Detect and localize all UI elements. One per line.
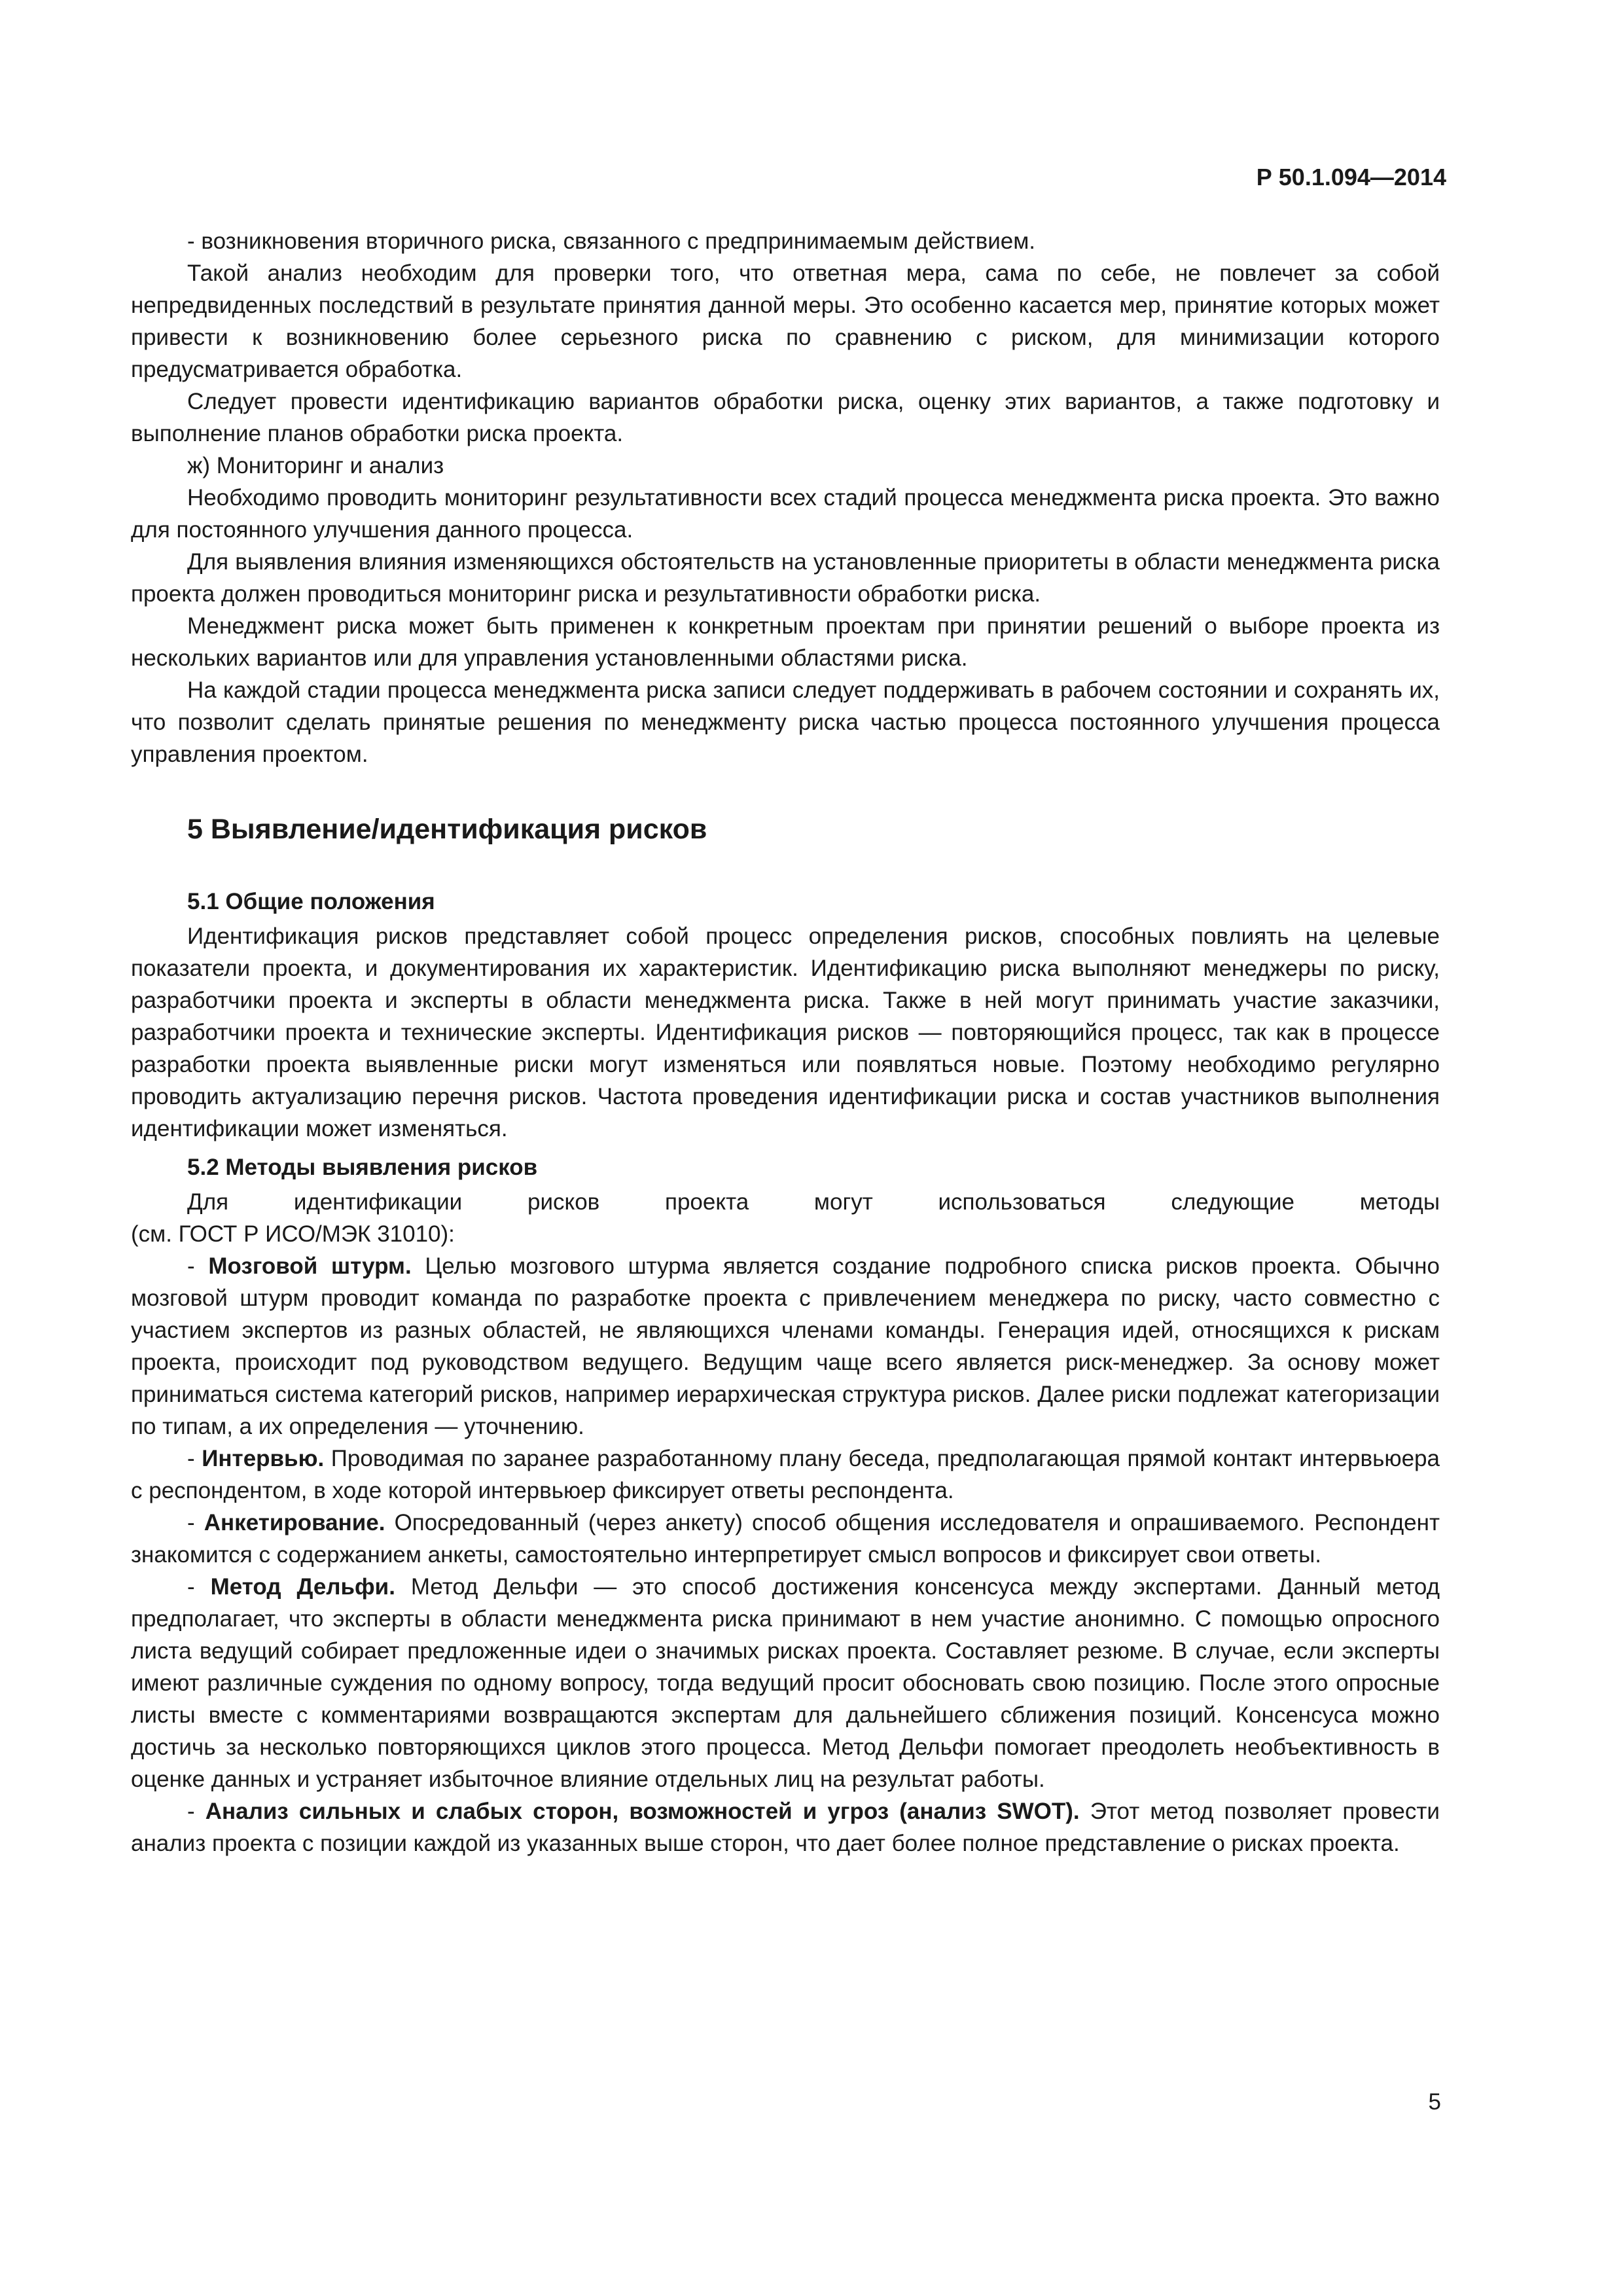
paragraph: Для выявления влияния изменяющихся обстоятельств на установленные приоритеты в области менеджмента риска проекта должен проводиться мониторинг риска и результативности обработки риска. xyxy=(131,549,1440,607)
paragraph: Следует провести идентификацию вариантов обработки риска, оценку этих вариантов, а также подготовку и выполнение планов обработки риска проекта. xyxy=(131,389,1440,446)
method-item: - Метод Дельфи. Метод Дельфи — это способ достижения консенсуса между экспертами. Данный метод предполагает, что эксперты в области менеджмента риска принимают в нем участие анонимно. С помощью опросного листа ведущий собирает предложенные идеи о значимых рисках проекта. Составляет резюме. В случае, если эксперты имеют различные суждения по одному вопросу, тогда ведущий просит обосновать свою позицию. После этого опросные листы вместе с комментариями возвращаются экспертам для дальнейшего сближения позиций. Консенсуса можно достичь за несколько повторяющихся циклов этого процесса. Метод Дельфи помогает преодолеть необъективность в оценке данных и устраняет избыточное влияние отдельных лиц на результат работы. xyxy=(131,1574,1440,1792)
document-body xyxy=(131,225,1440,1859)
paragraph: На каждой стадии процесса менеджмента риска записи следует поддерживать в рабочем состоянии и сохранять их, что позволит сделать принятые решения по менеджменту риска частью процесса постоянного улучшения процесса управления проектом. xyxy=(131,677,1440,767)
method-item: - Интервью. Проводимая по заранее разработанному плану беседа, предполагающая прямой контакт интервьюера с респондентом, в ходе которой интервьюер фиксирует ответы респондента. xyxy=(131,1446,1440,1503)
method-item: - Мозговой штурм. Целью мозгового штурма является создание подробного списка рисков проекта. Обычно мозговой штурм проводит команда по разработке проекта с привлечением менеджера по риску, часто совместно с участием экспертов из разных областей, не являющихся членами команды. Генерация идей, относящихся к рискам проекта, происходит под руководством ведущего. Ведущим чаще всего является риск-менеджер. За основу может приниматься система категорий рисков, например иерархическая структура рисков. Далее риски подлежат категоризации по типам, а их определения — уточнению. xyxy=(131,1253,1440,1439)
paragraph: Менеджмент риска может быть применен к конкретным проектам при принятии решений о выборе проекта из нескольких вариантов или для управления установленными областями риска. xyxy=(131,613,1440,671)
document-code: Р 50.1.094—2014 xyxy=(1256,164,1446,190)
paragraph-intro: Для идентификации рисков проекта могут использоваться следующие методы xyxy=(187,1189,1440,1215)
paragraph: Такой анализ необходим для проверки того, что ответная мера, сама по себе, не повлечет за собой непредвиденных последствий в результате принятия данной меры. Это особенно касается мер, принятие которых может привести к возникновению более серьезного риска по сравнению с риском, для минимизации которого предусматривается обработка. xyxy=(131,260,1440,382)
paragraph: - возникновения вторичного риска, связанного с предпринимаемым действием. xyxy=(187,228,1036,254)
page-number: 5 xyxy=(1428,2089,1441,2115)
paragraph: Идентификация рисков представляет собой процесс определения рисков, способных повлиять на целевые показатели проекта, и документирования их характеристик. Идентификацию риска выполняют менеджеры по риску, разработчики проекта и эксперты в области менеджмента риска. Также в ней могут принимать участие заказчики, разработчики проекта и технические эксперты. Идентификация рисков — повторяющийся процесс, так как в процессе разработки проекта выявленные риски могут изменяться или появляться новые. Поэтому необходимо регулярно проводить актуализацию перечня рисков. Частота проведения идентификации риска и состав участников выполнения идентификации может изменяться. xyxy=(131,924,1440,1141)
section-heading: 5 Выявление/идентификация рисков xyxy=(187,814,707,845)
method-term: Метод Дельфи. xyxy=(210,1574,395,1600)
paragraph: Необходимо проводить мониторинг результативности всех стадий процесса менеджмента риска проекта. Это важно для постоянного улучшения данного процесса. xyxy=(131,485,1440,543)
method-term: Мозговой штурм. xyxy=(208,1253,412,1279)
subsection-heading: 5.2 Методы выявления рисков xyxy=(187,1155,538,1180)
method-term: Интервью. xyxy=(202,1446,325,1471)
paragraph-subheading: ж) Мониторинг и анализ xyxy=(187,453,444,478)
method-term: Анализ сильных и слабых сторон, возможностей и угроз (анализ SWOT). xyxy=(205,1799,1080,1824)
subsection-heading: 5.1 Общие положения xyxy=(187,889,435,914)
method-item: - Анализ сильных и слабых сторон, возможностей и угроз (анализ SWOT). Этот метод позволяет провести анализ проекта с позиции каждой из указанных выше сторон, что дает более полное представление о рисках проекта. xyxy=(131,1799,1440,1856)
paragraph-intro-reference: (см. ГОСТ Р ИСО/МЭК 31010): xyxy=(131,1221,455,1247)
method-item: - Анкетирование. Опосредованный (через анкету) способ общения исследователя и опрашиваемого. Респондент знакомится с содержанием анкеты, самостоятельно интерпретирует смысл вопросов и фиксирует свои ответы. xyxy=(131,1510,1440,1568)
method-term: Анкетирование. xyxy=(204,1510,385,1535)
